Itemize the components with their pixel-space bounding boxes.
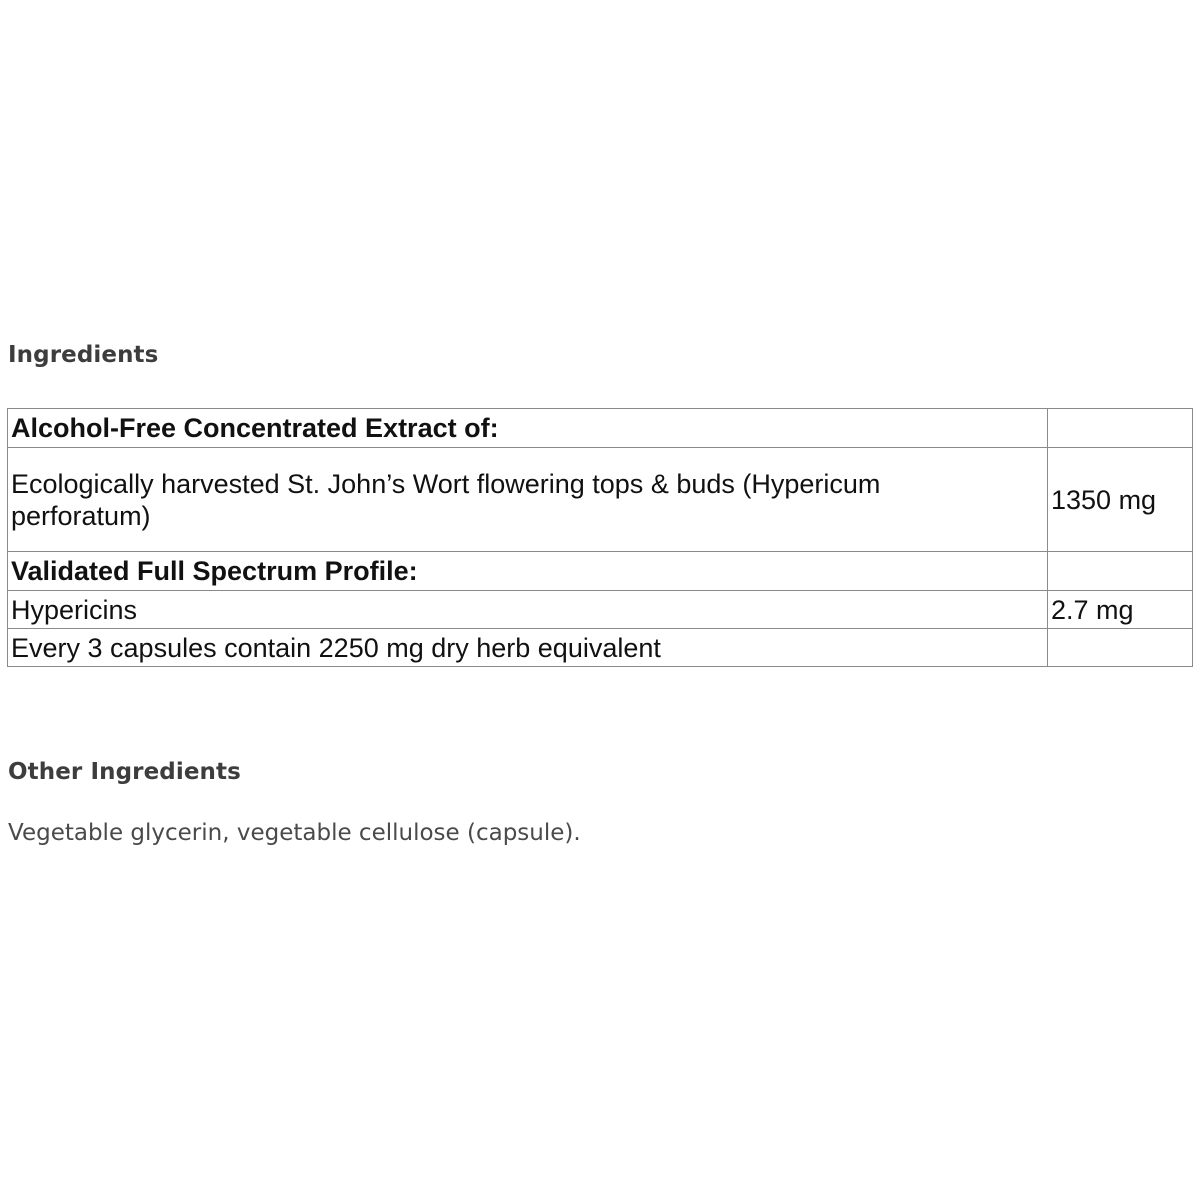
other-ingredients-text: Vegetable glycerin, vegetable cellulose (capsule). [8,820,581,846]
ingredients-table [7,408,1193,667]
ingredient-label: Every 3 capsules contain 2250 mg dry herb equivalent [8,629,1048,667]
ingredient-amount: 1350 mg [1048,448,1193,552]
table-row [8,448,1193,552]
table-row [8,552,1193,591]
table-row [8,629,1193,667]
ingredient-label [8,448,1048,552]
ingredient-label: Alcohol-Free Concentrated Extract of: [8,409,1048,448]
ingredient-amount [1048,409,1193,448]
ingredient-amount: 2.7 mg [1048,591,1193,629]
table-row [8,591,1193,629]
ingredient-label: Hypericins [8,591,1048,629]
other-ingredients-heading: Other Ingredients [8,759,241,785]
ingredient-label-text: Ecologically harvested St. John’s Wort flowering tops & buds (Hypericum perforatum) [11,468,881,531]
ingredients-heading: Ingredients [8,342,159,368]
ingredient-amount [1048,552,1193,591]
ingredient-label: Validated Full Spectrum Profile: [8,552,1048,591]
table-row [8,409,1193,448]
ingredient-amount [1048,629,1193,667]
